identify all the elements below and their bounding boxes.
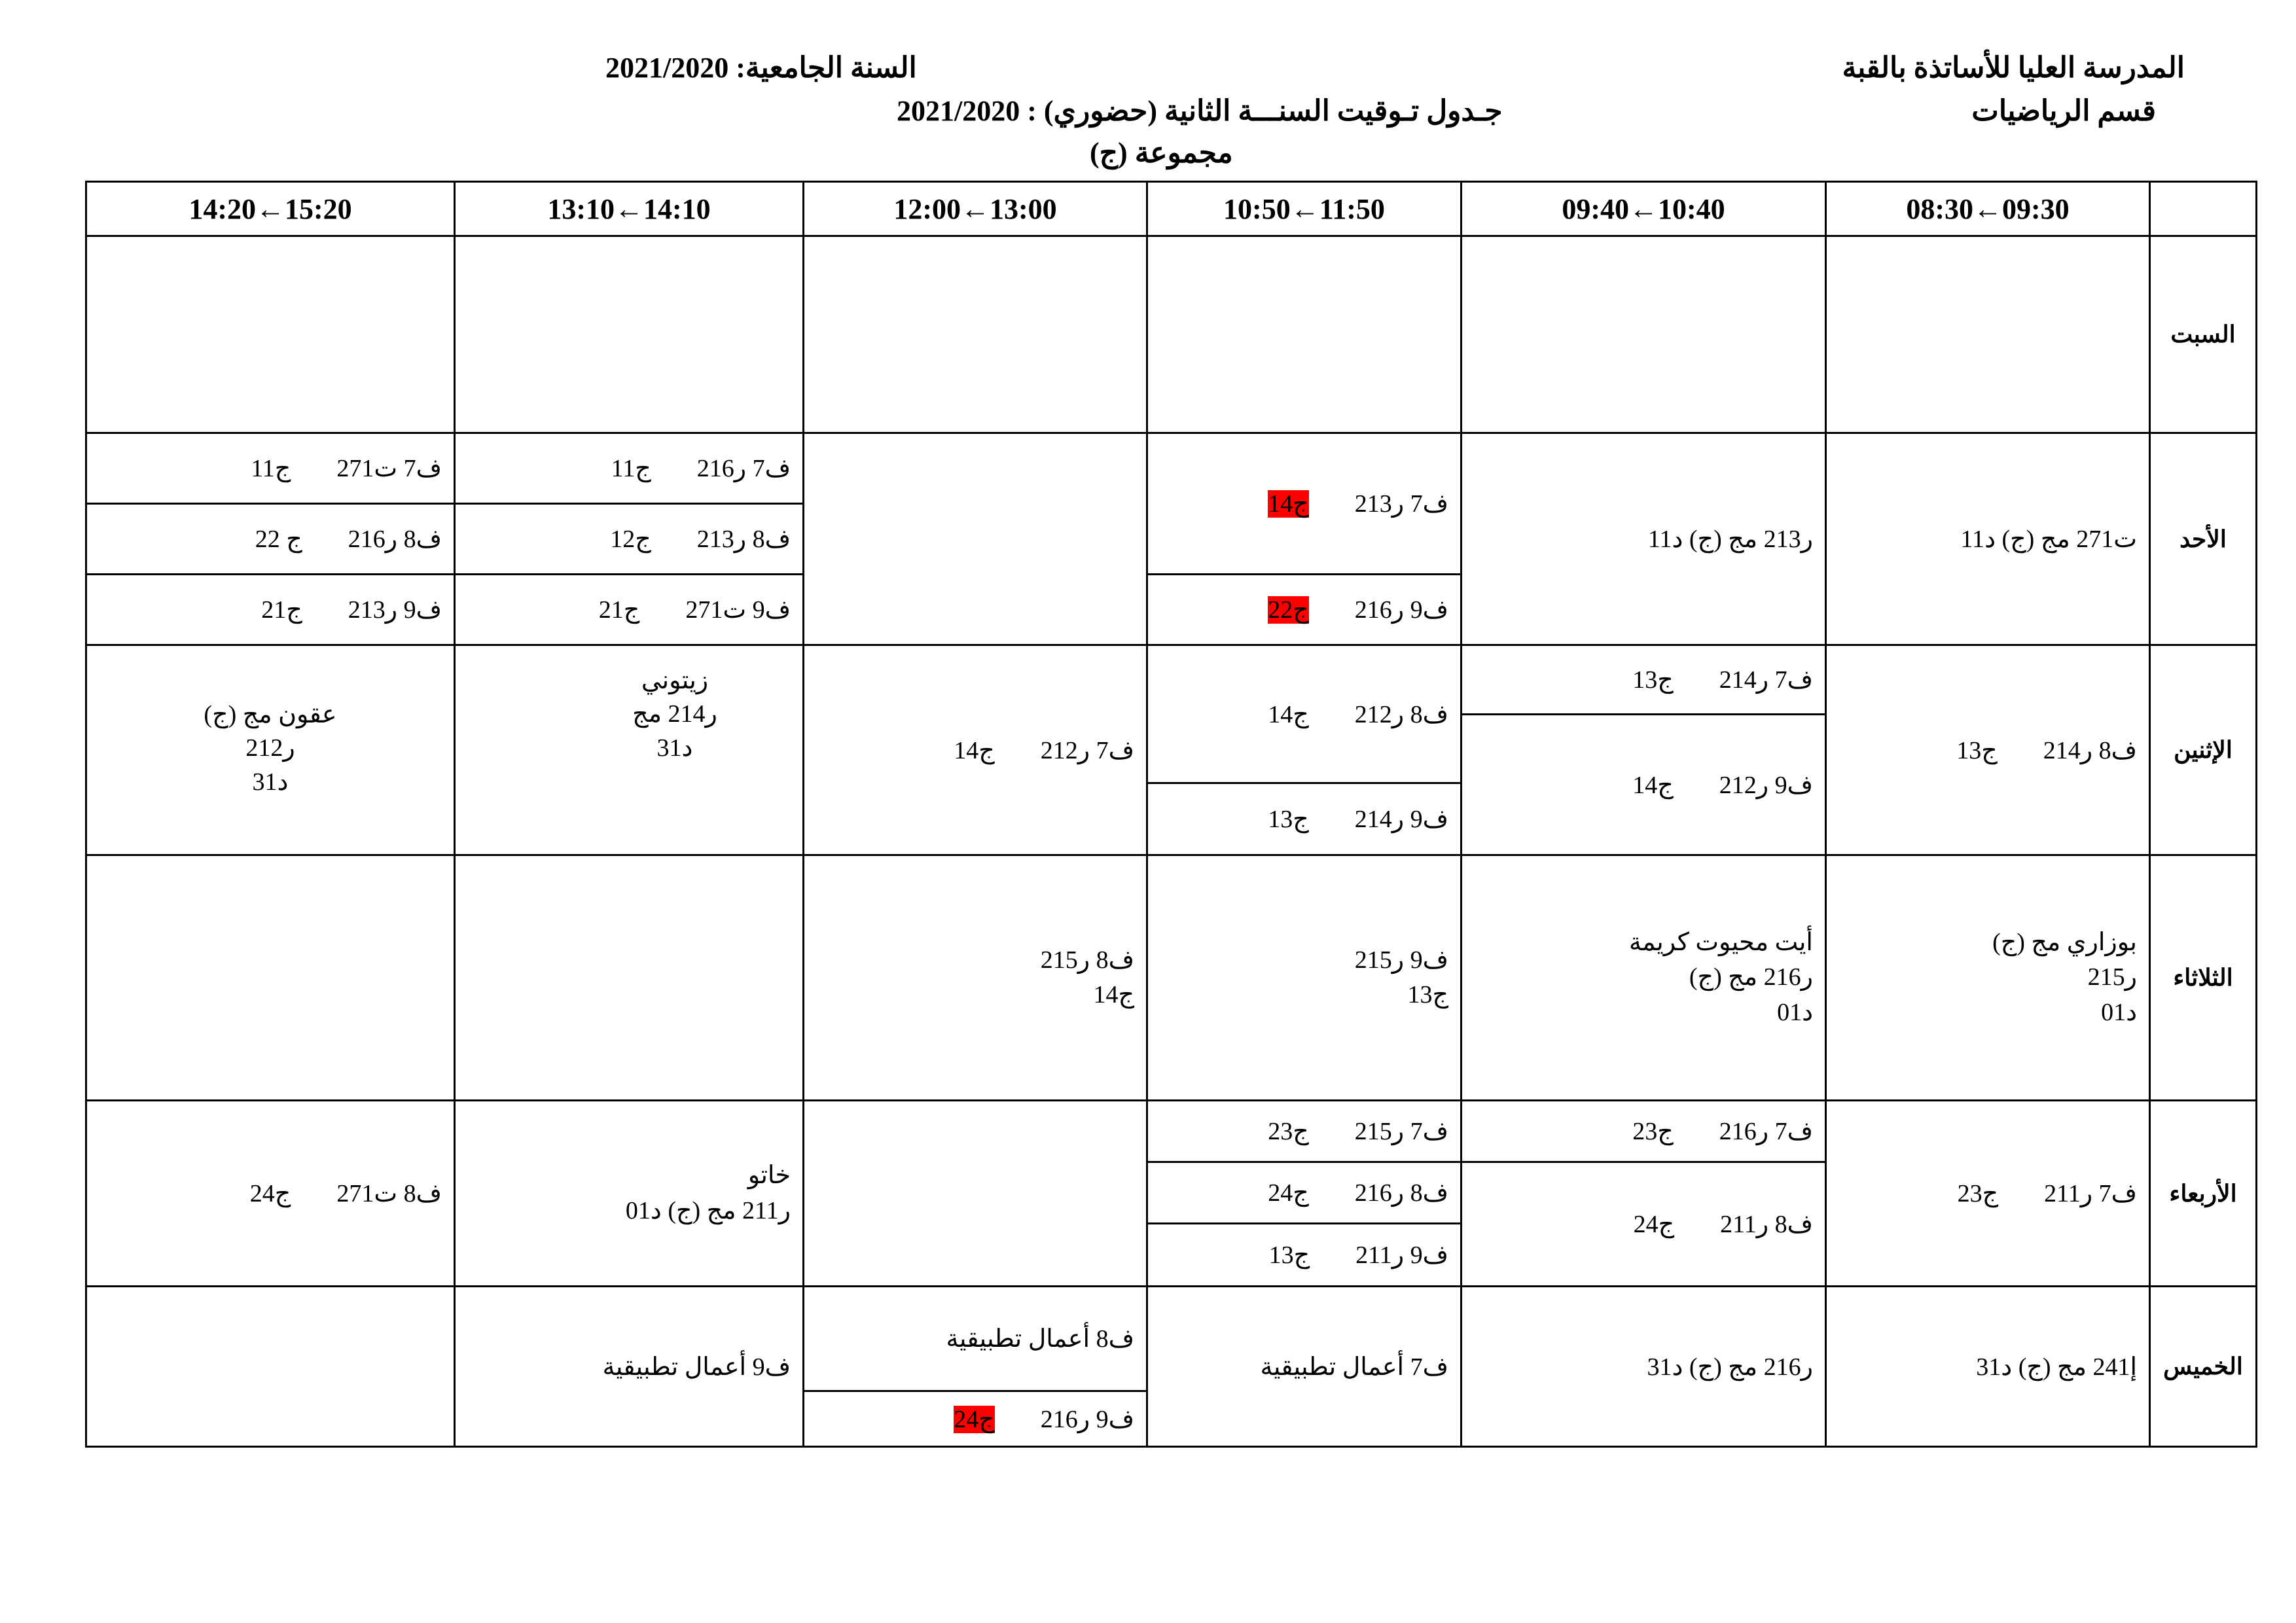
mon-s2a-code: ج13	[1632, 666, 1674, 694]
wed-slot-4	[804, 1101, 1147, 1287]
mon-slot-3a	[1147, 645, 1462, 783]
sun-slot-5c	[455, 575, 804, 645]
slot-header-2: 10:40←09:40	[1462, 182, 1826, 236]
wed-slot-3a	[1147, 1101, 1462, 1162]
slot-header-1: 09:30←08:30	[1826, 182, 2150, 236]
thu-slot-3: ف7 أعمال تطبيقية	[1147, 1287, 1462, 1447]
row-thursday-a	[86, 1287, 2257, 1391]
slot-header-3: 11:50←10:50	[1147, 182, 1462, 236]
sun-s5a-course: ف7 ر216	[696, 455, 791, 482]
tue-s4-course: ف8 ر215	[1040, 946, 1134, 974]
sun-slot-2: ر213 مج (ج) د11	[1462, 433, 1826, 645]
sat-slot-6	[86, 236, 455, 433]
mon-s5-room: ر214 مج	[632, 700, 717, 728]
sun-s5c-course: ف9 ت271	[685, 596, 791, 624]
mon-s2b-course: ف9 ر212	[1719, 771, 1813, 799]
sun-s5c-code: ج21	[598, 596, 640, 624]
sun-s5b-course: ف8 ر213	[696, 526, 791, 553]
wed-s2a-course: ف7 ر216	[1719, 1118, 1813, 1145]
thu-slot-4a: ف8 أعمال تطبيقية	[804, 1287, 1147, 1391]
wed-slot-2a	[1462, 1101, 1826, 1162]
tue-s1-teacher: بوزاري مج (ج)	[1992, 929, 2137, 957]
slot-header-4: 13:00←12:00	[804, 182, 1147, 236]
wed-s3c-code: ج13	[1268, 1241, 1310, 1269]
day-thursday: الخميس	[2150, 1287, 2257, 1447]
tue-slot-6	[86, 855, 455, 1101]
sat-slot-4	[804, 236, 1147, 433]
row-saturday	[86, 236, 2257, 433]
sat-slot-5	[455, 236, 804, 433]
day-monday: الإثنين	[2150, 645, 2257, 855]
sun-s6c-code: ج21	[261, 596, 302, 624]
wed-s3c-course: ف9 ر211	[1355, 1241, 1448, 1269]
tue-s1-ref: د01	[2101, 998, 2137, 1026]
wed-s5-teacher: خاتو	[747, 1162, 791, 1190]
sun-slot-6c	[86, 575, 455, 645]
day-saturday: السبت	[2150, 236, 2257, 433]
mon-s4-course: ف7 ر212	[1040, 736, 1134, 764]
wed-s3a-code: ج23	[1268, 1118, 1309, 1145]
wed-slot-6	[86, 1101, 455, 1287]
wed-s3a-course: ف7 ر215	[1354, 1118, 1448, 1145]
sun-s3b-code: ج22	[1268, 596, 1309, 624]
tue-s1-room: ر215	[2087, 963, 2137, 991]
wed-s2a-code: ج23	[1632, 1118, 1674, 1145]
tue-s2-ref: د01	[1777, 998, 1813, 1026]
slot-header-6: 15:20←14:20	[86, 182, 455, 236]
wed-s2b-code: ج24	[1633, 1211, 1675, 1238]
mon-slot-3b	[1147, 783, 1462, 855]
schedule-title: جـدول تـوقيت السنـــة الثانية (حضوري) : 2021/2020	[897, 95, 1503, 127]
sun-slot-4	[804, 433, 1147, 645]
mon-s4-code: ج14	[954, 736, 995, 764]
thu-slot-5: ف9 أعمال تطبيقية	[455, 1287, 804, 1447]
sun-s6c-course: ف9 ر213	[348, 596, 442, 624]
tue-s4-code: ج14	[1093, 981, 1134, 1008]
row-monday-a	[86, 645, 2257, 715]
sun-slot-5b	[455, 504, 804, 575]
mon-s2b-code: ج14	[1632, 771, 1674, 799]
mon-s1-code: ج13	[1956, 736, 1998, 764]
wed-s6-code: ج24	[249, 1180, 291, 1207]
tue-slot-4	[804, 855, 1147, 1101]
thu-slot-2: ر216 مج (ج) د31	[1462, 1287, 1826, 1447]
wed-slot-3b	[1147, 1162, 1462, 1224]
mon-s1-course: ف8 ر214	[2043, 736, 2137, 764]
mon-s5-teacher: زيتوني	[641, 667, 709, 694]
sun-slot-5a	[455, 433, 804, 504]
sun-s3a-code: ج14	[1268, 490, 1309, 518]
department-name: قسم الرياضيات	[1971, 95, 2156, 127]
mon-slot-4	[804, 645, 1147, 855]
thu-slot-1: إ241 مج (ج) د31	[1826, 1287, 2150, 1447]
sun-s6a-code: ج11	[251, 455, 291, 482]
mon-s3a-code: ج14	[1268, 700, 1309, 728]
sun-s6b-course: ف8 ر216	[348, 526, 442, 553]
mon-slot-2a	[1462, 645, 1826, 715]
wed-s1-code: ج23	[1957, 1180, 1999, 1207]
day-sunday: الأحد	[2150, 433, 2257, 645]
thu-slot-6	[86, 1287, 455, 1447]
mon-s5-ref: د31	[656, 734, 693, 762]
sun-slot-6b	[86, 504, 455, 575]
mon-s6-ref: د31	[252, 768, 289, 796]
wed-s1-course: ف7 ر211	[2044, 1180, 2137, 1207]
sun-slot-3b	[1147, 575, 1462, 645]
mon-slot-2b	[1462, 715, 1826, 855]
row-wednesday-a	[86, 1101, 2257, 1162]
wed-s3b-course: ف8 ر216	[1354, 1179, 1448, 1207]
tue-s3-course: ف9 ر215	[1354, 946, 1448, 974]
timetable	[85, 181, 2257, 1448]
wed-s5-room: ر211 مج (ج) د01	[625, 1196, 791, 1224]
wed-slot-2b	[1462, 1162, 1826, 1287]
row-sunday-a	[86, 433, 2257, 504]
day-tuesday: الثلاثاء	[2150, 855, 2257, 1101]
tue-slot-5	[455, 855, 804, 1101]
school-name: المدرسة العليا للأساتذة بالقبة	[1842, 52, 2185, 84]
tue-slot-3	[1147, 855, 1462, 1101]
sat-slot-1	[1826, 236, 2150, 433]
mon-s2a-course: ف7 ر214	[1719, 666, 1813, 694]
sun-slot-1: ت271 مج (ج) د11	[1826, 433, 2150, 645]
corner-cell	[2150, 182, 2257, 236]
wed-slot-3c	[1147, 1224, 1462, 1287]
wed-s3b-code: ج24	[1268, 1179, 1309, 1207]
sun-s5b-code: ج12	[610, 526, 651, 553]
thu-slot-4b	[804, 1391, 1147, 1447]
tue-slot-1	[1826, 855, 2150, 1101]
header-row	[86, 182, 2257, 236]
row-tuesday	[86, 855, 2257, 1101]
wed-s2b-course: ف8 ر211	[1720, 1211, 1813, 1238]
mon-slot-6	[86, 645, 455, 855]
sun-s3b-course: ف9 ر216	[1354, 596, 1448, 624]
tue-s2-teacher: أيت محيوت كريمة	[1628, 929, 1813, 957]
sun-s6a-course: ف7 ت271	[336, 455, 442, 482]
sat-slot-3	[1147, 236, 1462, 433]
wed-slot-5	[455, 1101, 804, 1287]
thu-s4b-course: ف9 ر216	[1040, 1405, 1134, 1433]
wed-s6-course: ف8 ت271	[336, 1180, 442, 1207]
sun-slot-6a	[86, 433, 455, 504]
sun-s6b-code: ج 22	[255, 526, 302, 553]
tue-s3-code: ج13	[1407, 981, 1448, 1008]
slot-header-5: 14:10←13:10	[455, 182, 804, 236]
day-wednesday: الأربعاء	[2150, 1101, 2257, 1287]
group-label: مجموعة (ج)	[1090, 137, 1233, 169]
tue-slot-2	[1462, 855, 1826, 1101]
mon-s6-room: ر212	[245, 734, 295, 762]
mon-s3a-course: ف8 ر212	[1354, 700, 1448, 728]
mon-s6-teacher: عقون مج (ج)	[204, 701, 337, 728]
mon-s3b-course: ف9 ر214	[1354, 806, 1448, 833]
thu-s4b-code: ج24	[954, 1405, 995, 1433]
mon-slot-5	[455, 645, 804, 855]
tue-s2-room: ر216 مج (ج)	[1689, 963, 1813, 991]
sat-slot-2	[1462, 236, 1826, 433]
wed-slot-1	[1826, 1101, 2150, 1287]
mon-slot-1	[1826, 645, 2150, 855]
sun-s5a-code: ج11	[611, 455, 651, 482]
mon-s3b-code: ج13	[1268, 806, 1309, 833]
sun-slot-3a	[1147, 433, 1462, 575]
sun-s3a-course: ف7 ر213	[1354, 490, 1448, 518]
academic-year: السنة الجامعية: 2021/2020	[605, 52, 917, 84]
